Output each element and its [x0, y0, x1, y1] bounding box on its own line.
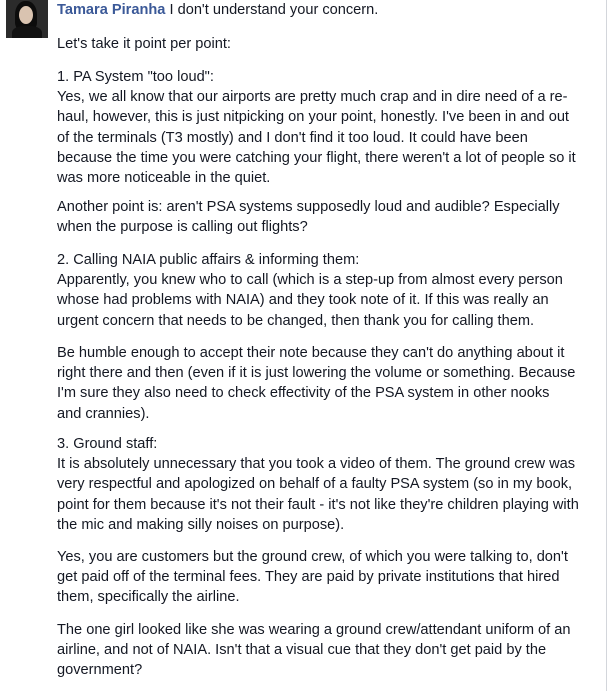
- avatar-shoulders: [12, 26, 42, 38]
- comment-body: [57, 0, 585, 679]
- comment-paragraph: Let's take it point per point:: [57, 36, 231, 52]
- comment-paragraph: The one girl looked like she was wearing a ground crew/attendant uniform of an airline, and not of NAIA. Isn't that a visual cue that they don't get paid by the government?: [57, 622, 571, 679]
- avatar[interactable]: [6, 0, 48, 38]
- avatar-face: [19, 6, 33, 24]
- comment-paragraph: Yes, you are customers but the ground crew, of which you were talking to, don't get paid off of the terminal fees. They are paid by private institutions that hired them, specifically the airline.: [57, 549, 568, 606]
- comment-first-line: [57, 0, 585, 20]
- comment-opening-text: I don't understand your concern.: [165, 2, 379, 18]
- comment-paragraph: 1. PA System "too loud": Yes, we all know that our airports are pretty much crap and in dire need of a re- haul, however, this is just nitpicking on your point, honestly. I've been in and out of the terminals (T3 mostly) and I don't find it too loud. It could have been because the time you were catching your flight, there weren't a lot of people so it was more noticeable in the quiet.: [57, 69, 576, 187]
- comment-paragraph: 2. Calling NAIA public affairs & informing them: Apparently, you knew who to call (which is a step-up from almost every person whose had problems with NAIA) and they took note of it. If this was really an urgent concern that needs to be changed, then thank you for calling them.: [57, 252, 563, 329]
- comment-paragraph: 3. Ground staff: It is absolutely unnecessary that you took a video of them. The ground crew was very respectful and apologized on behalf of a faulty PSA system (so in my book, point for them because it's not their fault - it's not like they're children playing with the mic and making silly noises on purpose).: [57, 436, 579, 533]
- comment-paragraph: Another point is: aren't PSA systems supposedly loud and audible? Especially when the purpose is calling out flights?: [57, 199, 560, 236]
- author-name-link[interactable]: Tamara Piranha: [57, 2, 166, 18]
- comment-paragraph: Be humble enough to accept their note because they can't do anything about it right there and then (even if it is just lowering the volume or something. Because I'm sure they also need to check effectivity of the PSA system in other nooks and crannies).: [57, 345, 576, 422]
